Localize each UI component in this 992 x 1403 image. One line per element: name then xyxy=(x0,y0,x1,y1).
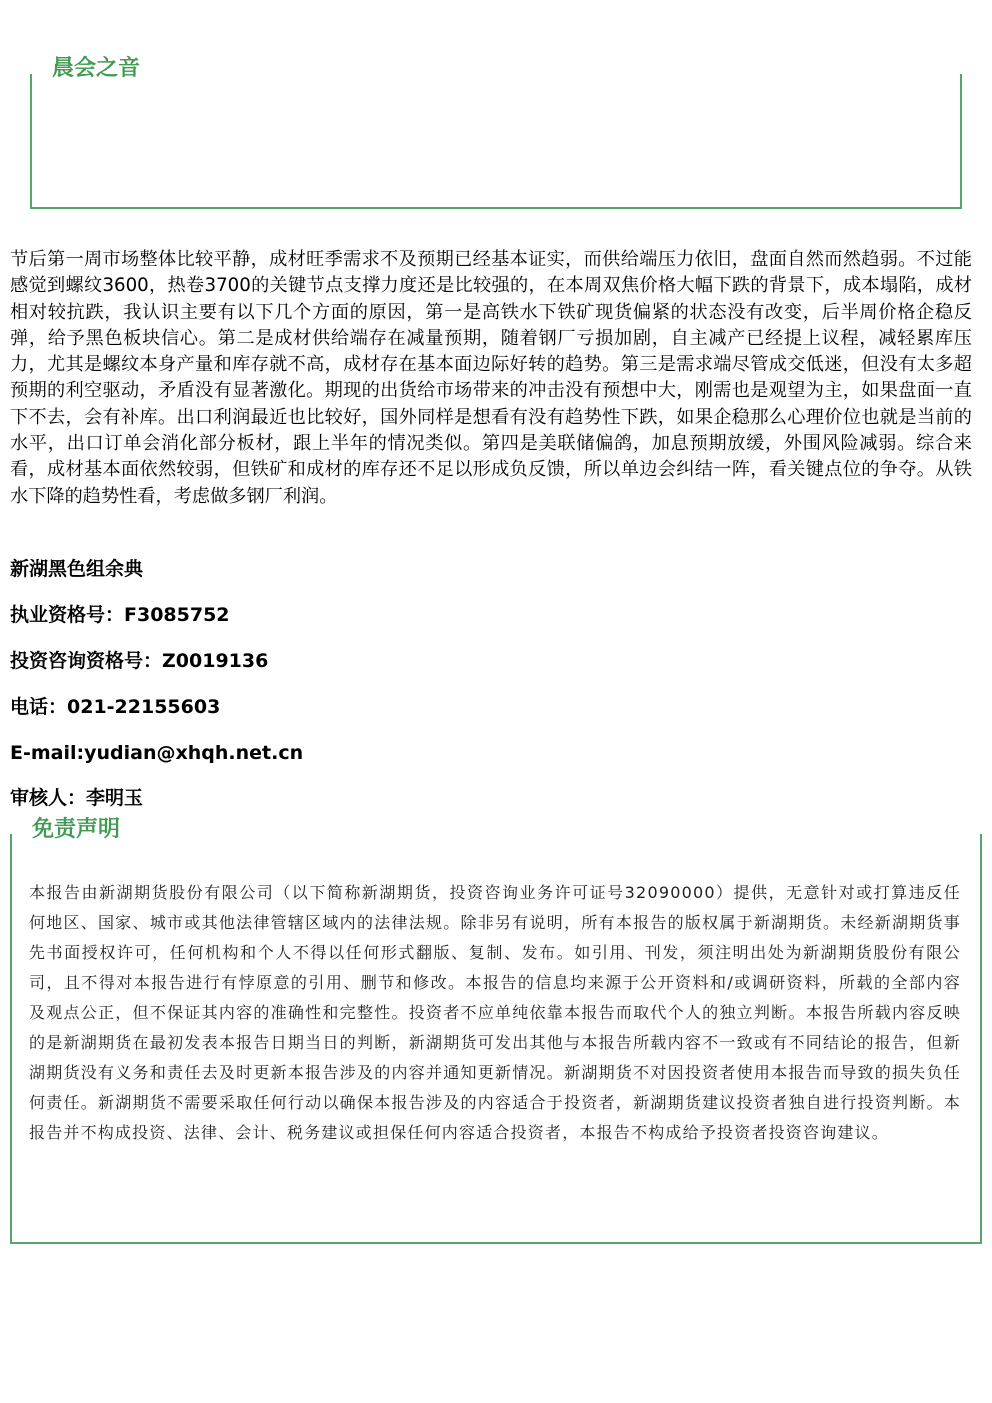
market-commentary-paragraph: 节后第一周市场整体比较平静，成材旺季需求不及预期已经基本证实，而供给端压力依旧，盘面自然而然趋弱。不过能感觉到螺纹3600，热卷3700的关键节点支撑力度还是比较强的，在本周双焦价格大幅下跌的背景下，成本塌陷，成材相对较抗跌，我认识主要有以下几个方面的原因，第一是高铁水下铁矿现货偏紧的状态没有改变，后半周价格企稳反弹，给予黑色板块信心。第二是成材供给端存在减量预期，随着钢厂亏损加剧，自主减产已经提上议程，减轻累库压力，尤其是螺纹本身产量和库存就不高，成材存在基本面边际好转的趋势。第三是需求端尽管成交低迷，但没有太多超预期的利空驱动，矛盾没有显著激化。期现的出货给市场带来的冲击没有预想中大，刚需也是观望为主，如果盘面一直下不去，会有补库。出口利润最近也比较好，国外同样是想看有没有趋势性下跌，如果企稳那么心理价位也就是当前的水平，出口订单会消化部分板材，跟上半年的情况类似。第四是美联储偏鸽，加息预期放缓，外围风险减弱。综合来看，成材基本面依然较弱，但铁矿和成材的库存还不足以形成负反馈，所以单边会纠结一阵，看关键点位的争夺。从铁水下降的趋势性看，考虑做多钢厂利润。 xyxy=(10,249,972,507)
advisory-license-line: 投资咨询资格号：Z0019136 xyxy=(10,650,269,672)
license-line: 执业资格号：F3085752 xyxy=(10,604,230,626)
disclaimer-title: 免责声明 xyxy=(28,815,124,845)
reviewer-line: 审核人：李明玉 xyxy=(10,787,144,809)
email-line: E-mail:yudian@xhqh.net.cn xyxy=(10,742,304,764)
morning-meeting-box xyxy=(30,74,962,209)
disclaimer-text: 本报告由新湖期货股份有限公司（以下简称新湖期货，投资咨询业务许可证号32090000）提供，无意针对或打算违反任何地区、国家、城市或其他法律管辖区域内的法律法规。除非另有说明，所有本报告的版权属于新湖期货。未经新湖期货事先书面授权许可，任何机构和个人不得以任何形式翻版、复制、发布。如引用、刊发，须注明出处为新湖期货股份有限公司，且不得对本报告进行有悖原意的引用、删节和修改。本报告的信息均来源于公开资料和/或调研资料，所载的全部内容及观点公正，但不保证其内容的准确性和完整性。投资者不应单纯依靠本报告而取代个人的独立判断。本报告所载内容反映的是新湖期货在最初发表本报告日期当日的判断，新湖期货可发出其他与本报告所载内容不一致或有不同结论的报告，但新湖期货没有义务和责任去及时更新本报告涉及的内容并通知更新情况。新湖期货不对因投资者使用本报告而导致的损失负任何责任。新湖期货不需要采取任何行动以确保本报告涉及的内容适合于投资者，新湖期货建议投资者独自进行投资判断。本报告并不构成投资、法律、会计、税务建议或担保任何内容适合投资者，本报告不构成给予投资者投资咨询建议。 xyxy=(29,883,961,1142)
morning-meeting-title: 晨会之音 xyxy=(48,54,144,84)
author-line: 新湖黑色组余典 xyxy=(10,558,144,580)
phone-line: 电话：021-22155603 xyxy=(10,696,221,718)
